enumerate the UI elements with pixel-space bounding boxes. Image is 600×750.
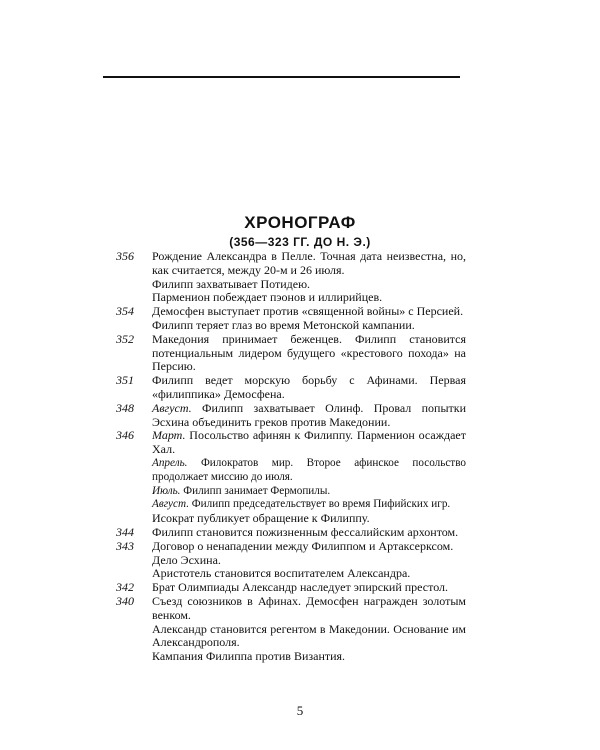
entry-year: 343 (116, 538, 134, 553)
event-description: Филипп захватывает Потидею. (152, 276, 311, 291)
chronology-list (116, 250, 466, 664)
event-text (152, 498, 466, 512)
chronology-entry (116, 250, 466, 305)
entry-events (152, 581, 466, 595)
event-text (152, 278, 466, 292)
entry-events (152, 429, 466, 526)
event-description: Филипп становится пожизненным фессалийским архонтом. (152, 524, 459, 539)
entry-year: 351 (116, 373, 134, 388)
entry-year: 346 (116, 428, 134, 443)
event-month: Август. (152, 498, 189, 511)
event-description: Посольство афинян к Филиппу. Парменион осаждает Хал. (152, 428, 467, 457)
entry-events (152, 333, 466, 374)
event-description: Александр становится регентом в Македонии. Основание им Александрополя. (152, 621, 466, 650)
chronology-entry (116, 402, 466, 430)
event-text (152, 305, 466, 319)
event-description: Кампания Филиппа против Византия. (152, 649, 346, 664)
event-description: Филипп теряет глаз во время Метонской кампании. (152, 317, 415, 332)
chronology-entry (116, 595, 466, 664)
entry-year: 354 (116, 304, 134, 319)
entry-events (152, 526, 466, 540)
event-text (152, 623, 466, 651)
chronology-entry (116, 581, 466, 595)
event-month: Июль. (152, 484, 181, 497)
page-number: 5 (296, 703, 304, 718)
chronology-entry (116, 540, 466, 581)
entry-events (152, 374, 466, 402)
header-rule (103, 76, 460, 78)
event-text (152, 595, 466, 623)
chronology-entry (116, 526, 466, 540)
event-description: Парменион побеждает пэонов и иллирийцев. (152, 290, 383, 305)
event-description: Договор о ненападении между Филиппом и Артаксерксом. (152, 538, 454, 553)
chronology-entry (116, 305, 466, 333)
event-description: Филократов мир. Второе афинское посольство продолжает миссию до июля. (152, 456, 466, 483)
entry-year: 340 (116, 593, 134, 608)
entry-events (152, 595, 466, 664)
event-description: Македония принимает беженцев. Филипп становится потенциальным лидером будущего «крестового похода» на Персию. (152, 331, 466, 374)
event-description: Филипп занимает Фермопилы. (183, 484, 331, 497)
event-text (152, 650, 466, 664)
page-subtitle: (356—323 ГГ. ДО Н. Э.) (229, 235, 371, 249)
event-text (152, 554, 466, 568)
event-description: Демосфен выступает против «священной войны» с Персией. (152, 304, 464, 319)
event-text (152, 402, 466, 430)
event-description: Съезд союзников в Афинах. Демосфен награжден золотым венком. (152, 593, 466, 622)
event-description: Аристотель становится воспитателем Александра. (152, 566, 411, 581)
event-text (152, 485, 466, 499)
event-description: Дело Эсхина. (152, 552, 221, 567)
entry-events (152, 402, 466, 430)
entry-year: 352 (116, 331, 134, 346)
event-text (152, 540, 466, 554)
event-description: Филипп председательствует во время Пифийских игр. (191, 498, 451, 511)
entry-events (152, 250, 466, 305)
chronology-entry (116, 429, 466, 526)
event-text (152, 250, 466, 278)
event-text (152, 581, 466, 595)
event-description: Брат Олимпиады Александр наследует эпирский престол. (152, 580, 449, 595)
event-text (152, 457, 466, 485)
event-description: Филипп захватывает Олинф. Провал попытки Эсхина объединить греков против Македонии. (152, 400, 467, 429)
event-text (152, 374, 466, 402)
entry-year: 356 (116, 249, 134, 263)
entry-events (152, 305, 466, 333)
event-month: Апрель. (152, 456, 188, 469)
event-text (152, 429, 466, 457)
event-text (152, 291, 466, 305)
chronology-entry (116, 333, 466, 374)
chronology-entry (116, 374, 466, 402)
event-description: Исократ публикует обращение к Филиппу. (152, 511, 370, 526)
entry-events (152, 540, 466, 581)
event-text (152, 526, 466, 540)
event-text (152, 512, 466, 526)
event-description: Филипп ведет морскую борьбу с Афинами. Первая «филиппика» Демосфена. (152, 373, 466, 401)
event-month: Март. (152, 428, 186, 443)
event-month: Август. (152, 400, 192, 415)
entry-year: 344 (116, 524, 134, 539)
event-text (152, 333, 466, 374)
event-text (152, 567, 466, 581)
entry-year: 342 (116, 580, 134, 595)
entry-year: 348 (116, 400, 134, 415)
page-title: ХРОНОГРАФ (244, 213, 356, 232)
event-text (152, 319, 466, 333)
event-description: Рождение Александра в Пелле. Точная дата неизвестна, но, как считается, между 20-м и 26 июля. (152, 249, 466, 277)
